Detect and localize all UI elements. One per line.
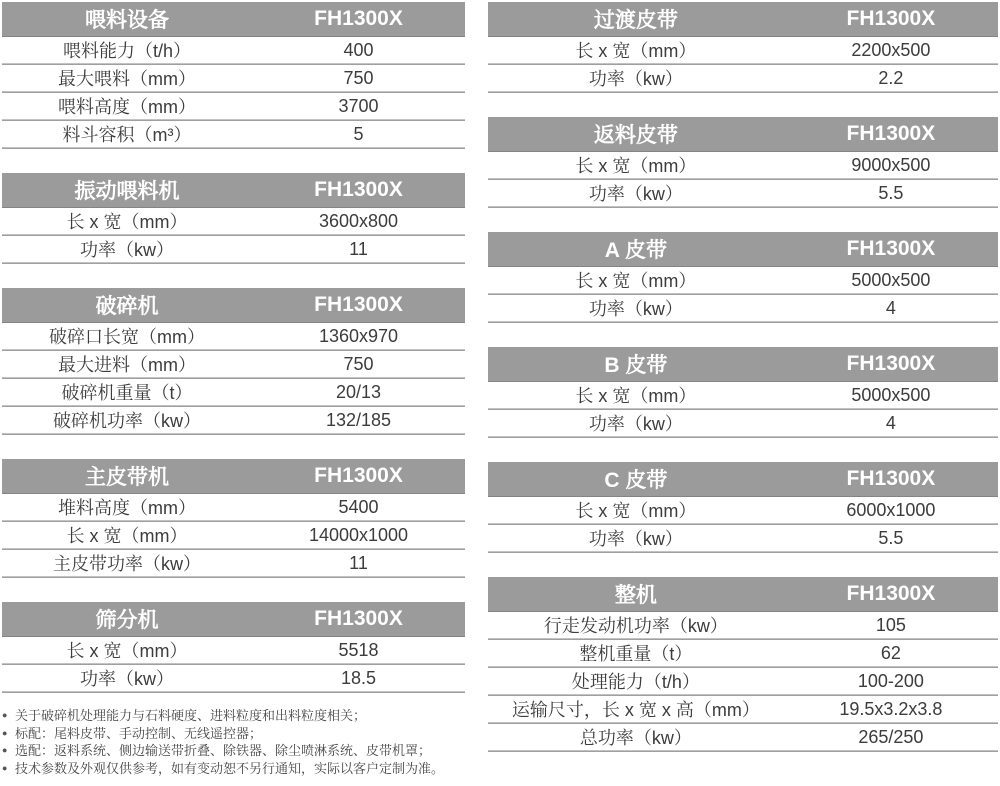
belt-a-table: [488, 232, 998, 323]
table-header: [2, 2, 465, 37]
table-row: [2, 407, 465, 433]
model-label: FH1300X: [846, 467, 936, 490]
table-title: C 皮带: [604, 469, 668, 492]
spec-value: 62: [880, 642, 901, 663]
spec-label: 最大进料（mm）: [58, 355, 196, 375]
spec-label: 长 x 宽（mm）: [575, 386, 697, 406]
crusher-table: [2, 288, 465, 435]
spec-value: 5000x500: [851, 384, 931, 405]
belt-c-table: [488, 462, 998, 553]
footnote-line: [2, 707, 465, 725]
spec-label: 功率（kw）: [80, 669, 174, 689]
spec-value: 5518: [338, 639, 379, 660]
table-header: [2, 459, 465, 494]
spec-value: 11: [349, 238, 368, 259]
row-separator: [2, 691, 465, 693]
table-row: [488, 410, 998, 436]
table-header: [2, 173, 465, 208]
spec-label: 喂料高度（mm）: [58, 97, 196, 117]
right-column: [488, 2, 998, 777]
spec-value: 400: [343, 39, 374, 60]
spec-value: 3700: [338, 95, 379, 116]
table-title: 破碎机: [95, 295, 159, 318]
spec-value: 18.5: [340, 667, 377, 688]
table-row: [2, 665, 465, 691]
table-row: [488, 640, 998, 666]
spec-label: 长 x 宽（mm）: [575, 501, 697, 521]
row-separator: [2, 433, 465, 435]
table-row: [2, 351, 465, 377]
spec-value: 5.5: [878, 182, 904, 203]
spec-value: 750: [343, 353, 374, 374]
spec-value: 1360x970: [318, 325, 399, 346]
spec-label: 功率（kw）: [588, 69, 683, 89]
table-row: [488, 696, 998, 722]
spec-label: 破碎口长宽（mm）: [49, 327, 205, 347]
spec-value: 5: [353, 123, 364, 144]
footnote-text: 标配：尾料皮带、手动控制、无线遥控器；: [15, 725, 263, 741]
table-title: 过渡皮带: [593, 9, 678, 32]
table-title: 返料皮带: [593, 124, 678, 147]
table-row: [2, 236, 465, 262]
spec-value: 4: [885, 412, 896, 433]
spec-label: 长 x 宽（mm）: [66, 212, 188, 232]
footnote-line: [2, 742, 465, 760]
model-label: FH1300X: [314, 7, 403, 30]
table-row: [488, 382, 998, 408]
spec-label: 长 x 宽（mm）: [66, 641, 188, 661]
table-row: [2, 522, 465, 548]
row-separator: [488, 551, 998, 553]
table-row: [2, 494, 465, 520]
footnote-line: [2, 760, 465, 778]
left-column: [2, 2, 465, 777]
spec-value: 11: [349, 552, 368, 573]
spec-value: 6000x1000: [846, 499, 936, 520]
table-row: [2, 379, 465, 405]
spec-label: 料斗容积（m³）: [62, 125, 192, 145]
footnote-text: 关于破碎机处理能力与石料硬度、进料粒度和出料粒度相关；: [15, 708, 367, 723]
table-title: 主皮带机: [85, 466, 169, 489]
footnote-text: 技术参数及外观仅供参考，如有变动恕不另行通知，实际以客户定制为准。: [15, 760, 445, 776]
table-header: [488, 462, 998, 497]
spec-label: 主皮带功率（kw）: [53, 554, 201, 574]
spec-label: 破碎机功率（kw）: [53, 411, 201, 431]
spec-label: 长 x 宽（mm）: [575, 156, 697, 176]
spec-value: 750: [343, 67, 374, 88]
spec-value: 100-200: [857, 670, 924, 691]
spec-value: 132/185: [325, 409, 392, 430]
row-separator: [488, 321, 998, 323]
model-label: FH1300X: [846, 352, 936, 375]
model-label: FH1300X: [314, 464, 403, 487]
spec-label: 处理能力（t/h）: [571, 672, 700, 692]
model-label: FH1300X: [314, 607, 403, 630]
spec-label: 功率（kw）: [588, 529, 683, 549]
footnote-text: 选配：返料系统、侧边输送带折叠、除铁器、除尘喷淋系统、皮带机罩；: [15, 743, 432, 758]
table-row: [2, 208, 465, 234]
table-header: [488, 117, 998, 152]
table-title: 整机: [614, 584, 657, 607]
spec-value: 5400: [338, 496, 379, 517]
whole-machine-table: [488, 577, 998, 752]
row-separator: [488, 436, 998, 438]
spec-label: 功率（kw）: [588, 184, 683, 204]
spec-label: 长 x 宽（mm）: [575, 41, 697, 61]
table-header: [2, 602, 465, 637]
table-row: [2, 121, 465, 147]
table-row: [2, 637, 465, 663]
spec-label: 功率（kw）: [588, 414, 683, 434]
spec-value: 20/13: [335, 381, 382, 402]
spec-label: 长 x 宽（mm）: [575, 271, 697, 291]
spec-label: 功率（kw）: [80, 240, 174, 260]
spec-label: 最大喂料（mm）: [58, 69, 196, 89]
spec-label: 运输尺寸，长 x 宽 x 高（mm）: [511, 700, 760, 720]
spec-label: 行走发动机功率（kw）: [543, 616, 728, 636]
table-row: [488, 152, 998, 178]
table-row: [488, 612, 998, 638]
model-label: FH1300X: [846, 582, 936, 605]
table-header: [488, 577, 998, 612]
table-title: 振动喂料机: [74, 180, 180, 203]
table-row: [488, 37, 998, 63]
table-title: 喂料设备: [85, 9, 169, 32]
spec-label: 破碎机重量（t）: [61, 383, 193, 403]
spec-label: 整机重量（t）: [579, 644, 693, 664]
row-separator: [488, 206, 998, 208]
spec-value: 105: [875, 614, 906, 635]
table-row: [2, 93, 465, 119]
spec-value: 9000x500: [851, 154, 931, 175]
spec-value: 14000x1000: [308, 524, 409, 545]
table-row: [2, 550, 465, 576]
model-label: FH1300X: [314, 293, 403, 316]
table-header: [2, 288, 465, 323]
screening-machine-table: [2, 602, 465, 693]
spec-value: 5.5: [878, 527, 904, 548]
vibrating-feeder-table: [2, 173, 465, 264]
table-row: [488, 295, 998, 321]
table-row: [488, 724, 998, 750]
model-label: FH1300X: [846, 7, 936, 30]
bullet-icon: ●: [2, 710, 8, 720]
table-header: [488, 347, 998, 382]
row-separator: [2, 576, 465, 578]
bullet-icon: ●: [2, 745, 8, 755]
footnote-line: [2, 725, 465, 743]
spec-value: 3600x800: [318, 210, 399, 231]
model-label: FH1300X: [846, 122, 936, 145]
spec-value: 19.5x3.2x3.8: [839, 698, 943, 719]
bullet-icon: ●: [2, 762, 8, 773]
spec-value: 265/250: [858, 726, 924, 747]
table-row: [488, 180, 998, 206]
table-row: [2, 65, 465, 91]
row-separator: [488, 750, 998, 752]
spec-value: 4: [885, 297, 896, 318]
table-row: [2, 323, 465, 349]
table-title: 筛分机: [95, 609, 159, 632]
belt-b-table: [488, 347, 998, 438]
model-label: FH1300X: [314, 178, 403, 201]
table-header: [488, 232, 998, 267]
footnotes: [2, 707, 465, 777]
table-row: [2, 37, 465, 63]
main-belt-table: [2, 459, 465, 578]
spec-label: 长 x 宽（mm）: [66, 526, 188, 546]
model-label: FH1300X: [846, 237, 936, 260]
feeding-equipment-table: [2, 2, 465, 149]
spec-value: 5000x500: [851, 269, 931, 290]
table-row: [488, 267, 998, 293]
bullet-icon: ●: [2, 727, 8, 738]
spec-label: 功率（kw）: [588, 299, 683, 319]
table-row: [488, 668, 998, 694]
table-row: [488, 497, 998, 523]
table-row: [488, 65, 998, 91]
row-separator: [2, 262, 465, 264]
table-row: [488, 525, 998, 551]
row-separator: [488, 91, 998, 93]
row-separator: [2, 147, 465, 149]
return-belt-table: [488, 117, 998, 208]
spec-label: 堆料高度（mm）: [58, 498, 196, 518]
spec-label: 喂料能力（t/h）: [63, 41, 192, 61]
spec-value: 2200x500: [851, 39, 931, 60]
table-title: A 皮带: [604, 239, 668, 262]
transition-belt-table: [488, 2, 998, 93]
spec-label: 总功率（kw）: [579, 728, 692, 748]
spec-value: 2.2: [878, 67, 904, 88]
table-title: B 皮带: [604, 354, 668, 377]
table-header: [488, 2, 998, 37]
